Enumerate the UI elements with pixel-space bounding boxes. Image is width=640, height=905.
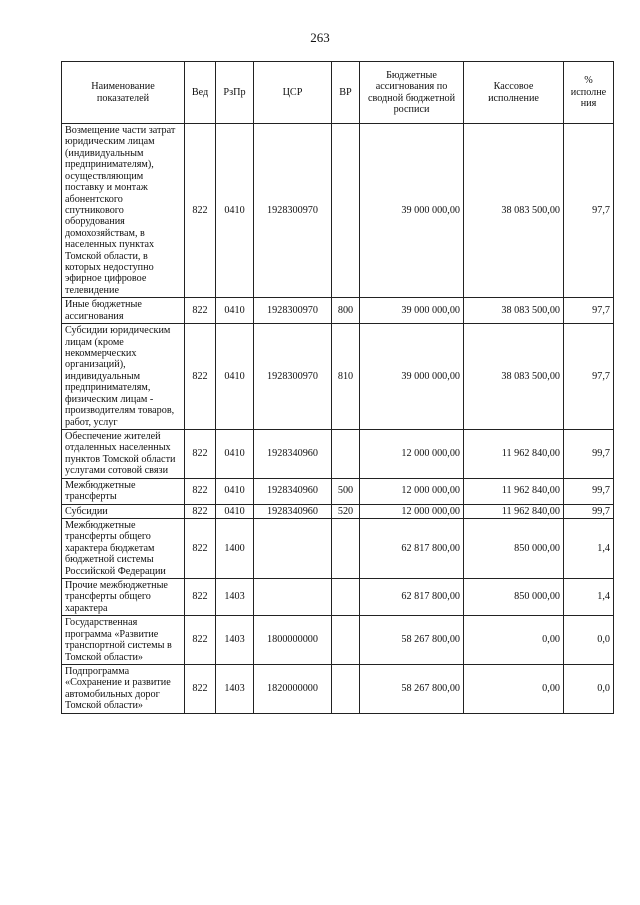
header-name: Наименование показателей: [62, 62, 185, 124]
table-row: [62, 518, 614, 578]
row-rzpr: 1400: [216, 518, 254, 578]
row-name: Возмещение части затрат юридическим лицам (индивидуальным предпринимателям), осуществляющим поставку и монтаж абонентского спутникового оборудования домохозяйствам, в населенных пунктах Томской области, в которых недоступно эфирное цифровое телевидение: [62, 124, 185, 298]
row-ved: 822: [185, 504, 216, 518]
row-percent: 99,7: [564, 504, 614, 518]
table-row: [62, 298, 614, 324]
row-ved: 822: [185, 616, 216, 665]
row-assignments: 39 000 000,00: [360, 124, 464, 298]
row-cash: 850 000,00: [464, 579, 564, 616]
row-csr: 1800000000: [254, 616, 332, 665]
header-assignments: Бюджетные ассигнования по сводной бюджетной росписи: [360, 62, 464, 124]
row-assignments: 39 000 000,00: [360, 298, 464, 324]
row-csr: 1928300970: [254, 324, 332, 430]
header-csr: ЦСР: [254, 62, 332, 124]
row-percent: 1,4: [564, 518, 614, 578]
row-cash: 11 962 840,00: [464, 504, 564, 518]
row-assignments: 12 000 000,00: [360, 478, 464, 504]
header-cash-execution: Кассовое исполнение: [464, 62, 564, 124]
row-assignments: 62 817 800,00: [360, 518, 464, 578]
table-row: [62, 579, 614, 616]
row-name: Субсидии: [62, 504, 185, 518]
row-rzpr: 0410: [216, 298, 254, 324]
row-csr: 1928340960: [254, 504, 332, 518]
row-rzpr: 1403: [216, 616, 254, 665]
row-name: Иные бюджетные ассигнования: [62, 298, 185, 324]
row-vr: [332, 518, 360, 578]
header-rzpr: РзПр: [216, 62, 254, 124]
table-row: [62, 664, 614, 713]
row-name: Прочие межбюджетные трансферты общего характера: [62, 579, 185, 616]
row-percent: 97,7: [564, 324, 614, 430]
row-ved: 822: [185, 664, 216, 713]
row-rzpr: 0410: [216, 504, 254, 518]
row-ved: 822: [185, 298, 216, 324]
row-vr: [332, 616, 360, 665]
row-name: Межбюджетные трансферты общего характера бюджетам бюджетной системы Российской Федерации: [62, 518, 185, 578]
row-assignments: 12 000 000,00: [360, 429, 464, 478]
row-assignments: 58 267 800,00: [360, 664, 464, 713]
row-assignments: 12 000 000,00: [360, 504, 464, 518]
row-ved: 822: [185, 579, 216, 616]
row-vr: [332, 664, 360, 713]
row-ved: 822: [185, 324, 216, 430]
row-csr: [254, 579, 332, 616]
row-name: Обеспечение жителей отдаленных населенных пунктов Томской области услугами сотовой связи: [62, 429, 185, 478]
page-number: 263: [310, 30, 330, 45]
table-header-row: [62, 62, 614, 124]
row-name: Субсидии юридическим лицам (кроме некоммерческих организаций), индивидуальным предпринимателям, физическим лицам - производителям товаров, работ, услуг: [62, 324, 185, 430]
row-rzpr: 0410: [216, 324, 254, 430]
row-cash: 0,00: [464, 616, 564, 665]
row-cash: 0,00: [464, 664, 564, 713]
row-cash: 38 083 500,00: [464, 324, 564, 430]
table-row: [62, 616, 614, 665]
row-ved: 822: [185, 429, 216, 478]
row-vr: [332, 579, 360, 616]
table-row: [62, 324, 614, 430]
row-rzpr: 0410: [216, 429, 254, 478]
row-vr: 500: [332, 478, 360, 504]
row-cash: 38 083 500,00: [464, 124, 564, 298]
row-ved: 822: [185, 124, 216, 298]
row-vr: 520: [332, 504, 360, 518]
row-ved: 822: [185, 478, 216, 504]
row-vr: 800: [332, 298, 360, 324]
table-row: [62, 504, 614, 518]
row-csr: [254, 518, 332, 578]
row-csr: 1928300970: [254, 298, 332, 324]
row-cash: 38 083 500,00: [464, 298, 564, 324]
row-assignments: 58 267 800,00: [360, 616, 464, 665]
row-percent: 0,0: [564, 664, 614, 713]
row-cash: 850 000,00: [464, 518, 564, 578]
row-rzpr: 0410: [216, 478, 254, 504]
row-cash: 11 962 840,00: [464, 478, 564, 504]
row-percent: 0,0: [564, 616, 614, 665]
row-vr: [332, 124, 360, 298]
header-vr: ВР: [332, 62, 360, 124]
row-percent: 97,7: [564, 298, 614, 324]
header-ved: Вед: [185, 62, 216, 124]
table-row: [62, 124, 614, 298]
row-name: Подпрограмма «Сохранение и развитие автомобильных дорог Томской области»: [62, 664, 185, 713]
table-row: [62, 478, 614, 504]
row-percent: 97,7: [564, 124, 614, 298]
row-rzpr: 1403: [216, 579, 254, 616]
row-assignments: 39 000 000,00: [360, 324, 464, 430]
row-csr: 1820000000: [254, 664, 332, 713]
row-percent: 99,7: [564, 478, 614, 504]
row-percent: 99,7: [564, 429, 614, 478]
row-rzpr: 0410: [216, 124, 254, 298]
row-csr: 1928340960: [254, 478, 332, 504]
row-csr: 1928340960: [254, 429, 332, 478]
row-name: Государственная программа «Развитие транспортной системы в Томской области»: [62, 616, 185, 665]
row-csr: 1928300970: [254, 124, 332, 298]
row-assignments: 62 817 800,00: [360, 579, 464, 616]
budget-execution-table: [61, 61, 614, 714]
table-row: [62, 429, 614, 478]
row-vr: 810: [332, 324, 360, 430]
header-percent: % исполне ния: [564, 62, 614, 124]
row-ved: 822: [185, 518, 216, 578]
row-vr: [332, 429, 360, 478]
row-name: Межбюджетные трансферты: [62, 478, 185, 504]
row-cash: 11 962 840,00: [464, 429, 564, 478]
row-rzpr: 1403: [216, 664, 254, 713]
row-percent: 1,4: [564, 579, 614, 616]
